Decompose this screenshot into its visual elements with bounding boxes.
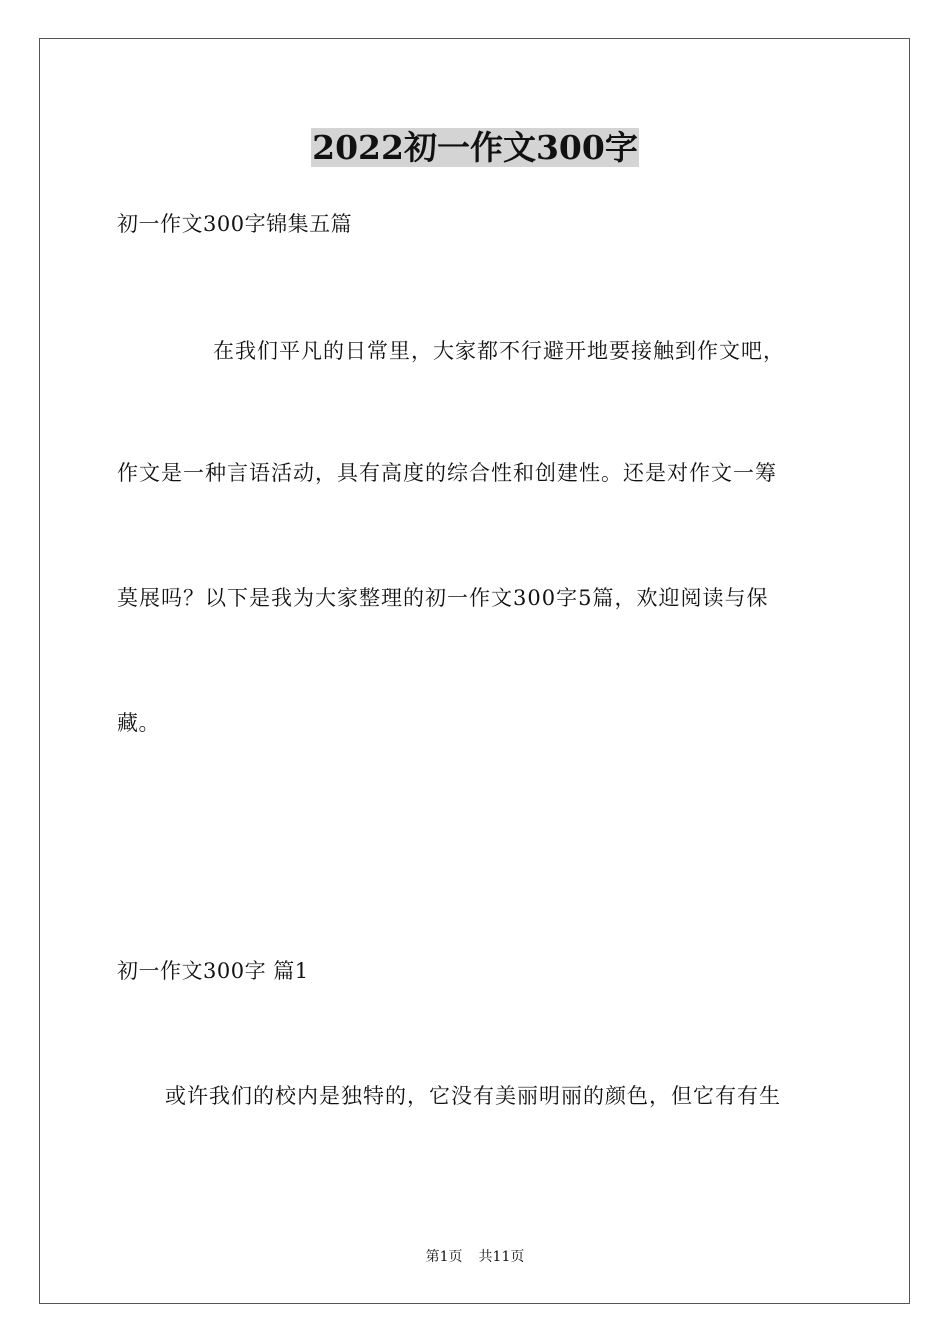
intro-line-4: 藏。 [117, 711, 160, 735]
document-subtitle: 初一作文300字锦集五篇 [117, 212, 353, 236]
document-title-text: 2022初一作文300字 [312, 128, 638, 167]
document-title [0, 128, 950, 168]
page-total: 共11页 [478, 1249, 525, 1265]
intro-line-1: 在我们平凡的日常里，大家都不行避开地要接触到作文吧， [213, 339, 785, 363]
page-number: 第1页 [425, 1249, 463, 1265]
intro-line-2: 作文是一种言语活动，具有高度的综合性和创建性。还是对作文一筹 [117, 461, 777, 485]
section-heading: 初一作文300字 篇1 [117, 959, 309, 983]
page-footer [0, 1248, 950, 1266]
intro-line-3: 莫展吗？以下是我为大家整理的初一作文300字5篇，欢迎阅读与保 [117, 586, 769, 610]
section-line-1: 或许我们的校内是独特的，它没有美丽明丽的颜色，但它有有生 [165, 1084, 781, 1108]
